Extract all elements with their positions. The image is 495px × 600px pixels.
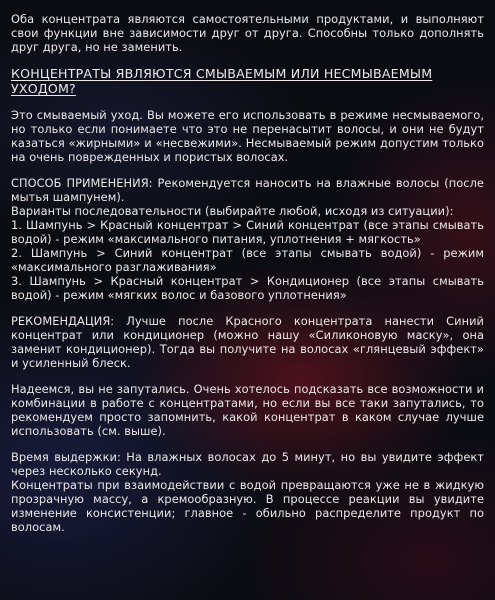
answer-paragraph: Это смываемый уход. Вы можете его использовать в режиме несмываемого, но только если понимаете что это не перенасытит волосы, и они не будут казаться «жирными» и «несвежими». Несмываемый режим допустим только на очень поврежденных и пористых волосах. (11, 108, 484, 164)
question-heading: КОНЦЕНТРАТЫ ЯВЛЯЮТСЯ СМЫВАЕМЫМ ИЛИ НЕСМЫВАЕМЫМ УХОДОМ? (11, 66, 433, 96)
exposure-section (11, 450, 484, 534)
exposure-time: Время выдержки: На влажных волосах до 5 минут, но вы увидите эффект через несколько секунд. (11, 450, 484, 478)
method-step: 3. Шампунь > Красный концентрат > Кондиционер (все этапы смывать водой) - режим «мягких волос и базового уплотнения» (11, 274, 484, 302)
method-intro: СПОСОБ ПРИМЕНЕНИЯ: Рекомендуется наносить на влажные волосы (после мытья шампунем). (11, 176, 484, 204)
method-step: 1. Шампунь > Красный концентрат > Синий концентрат (все этапы смывать водой) - режим «максимального питания, уплотнения + мягкость» (11, 218, 484, 246)
recommendation-paragraph: РЕКОМЕНДАЦИЯ: Лучше после Красного концентрата нанести Синий концентрат или кондиционер (можно нашу «Силиконовую маску», она заменит кондиционер). Тогда вы получите на волосах «глянцевый эффект» и усиленный блеск. (11, 314, 484, 370)
method-step: 2. Шампунь > Синий концентрат (все этапы смывать водой) - режим «максимального разглаживания» (11, 246, 484, 274)
method-section (11, 176, 484, 302)
hope-paragraph: Надеемся, вы не запутались. Очень хотелось подсказать все возможности и комбинации в работе с концентратами, но если вы все таки запутались, то рекомендуем просто запомнить, какой концентрат в каком случае лучше использовать (см. выше). (11, 382, 484, 438)
method-variants: Варианты последовательности (выбирайте любой, исходя из ситуации): (11, 204, 454, 218)
exposure-reaction: Концентраты при взаимодействии с водой превращаются уже не в жидкую прозрачную массу, а кремообразную. В процессе реакции вы увидите изменение консистенции; главное - обильно распределите продукт по волосам. (11, 478, 484, 534)
instructions-text (11, 12, 484, 546)
intro-paragraph: Оба концентрата являются самостоятельными продуктами, и выполняют свои функции вне зависимости друг от друга. Способны только дополнять друг друга, но не заменить. (11, 12, 484, 54)
